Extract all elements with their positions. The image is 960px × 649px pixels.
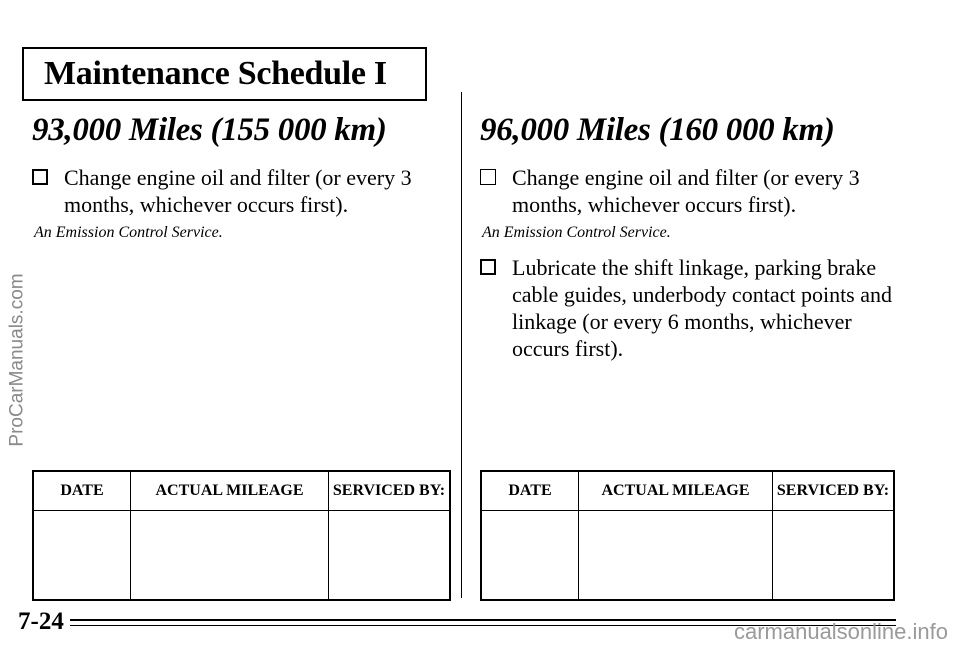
- task-item: [480, 254, 910, 362]
- section-heading: 93,000 Miles (155 000 km): [32, 112, 387, 148]
- column-header: ACTUAL MILEAGE: [579, 471, 773, 511]
- section-heading: 96,000 Miles (160 000 km): [480, 112, 835, 148]
- column-header: SERVICED BY:: [329, 471, 451, 511]
- checkbox-icon[interactable]: [480, 259, 496, 275]
- serviced-by-cell[interactable]: [773, 511, 895, 601]
- task-text: Change engine oil and filter (or every 3 months, whichever occurs first).: [64, 165, 412, 217]
- page-number: 7-24: [18, 608, 64, 635]
- date-cell[interactable]: [33, 511, 131, 601]
- task-text: Change engine oil and filter (or every 3 months, whichever occurs first).: [512, 165, 860, 217]
- task-note: An Emission Control Service.: [34, 224, 223, 241]
- column-header: SERVICED BY:: [773, 471, 895, 511]
- serviced-by-cell[interactable]: [329, 511, 451, 601]
- side-watermark: ProCarManuals.com: [7, 273, 29, 447]
- page-title: Maintenance Schedule I: [22, 47, 427, 101]
- checkbox-icon[interactable]: [32, 169, 48, 185]
- table-header-row: [33, 471, 450, 511]
- service-log-table: [32, 470, 451, 601]
- service-log-table: [480, 470, 895, 601]
- schedule-96000: [480, 110, 910, 368]
- table-row: [33, 511, 450, 601]
- footer-credit: carmanualsonline.info: [733, 619, 948, 644]
- table-row: [481, 511, 894, 601]
- column-divider: [461, 92, 462, 598]
- column-header: DATE: [33, 471, 131, 511]
- task-item: [32, 164, 452, 218]
- task-text: Lubricate the shift linkage, parking brake cable guides, underbody contact points and linkage (or every 6 months, whichever occurs first).: [512, 255, 893, 361]
- date-cell[interactable]: [481, 511, 579, 601]
- table-header-row: [481, 471, 894, 511]
- column-header: DATE: [481, 471, 579, 511]
- mileage-cell[interactable]: [131, 511, 329, 601]
- checkbox-icon[interactable]: [480, 169, 496, 185]
- task-note: An Emission Control Service.: [482, 224, 671, 241]
- task-item: [480, 164, 910, 218]
- schedule-93000: [32, 110, 452, 254]
- mileage-cell[interactable]: [579, 511, 773, 601]
- column-header: ACTUAL MILEAGE: [131, 471, 329, 511]
